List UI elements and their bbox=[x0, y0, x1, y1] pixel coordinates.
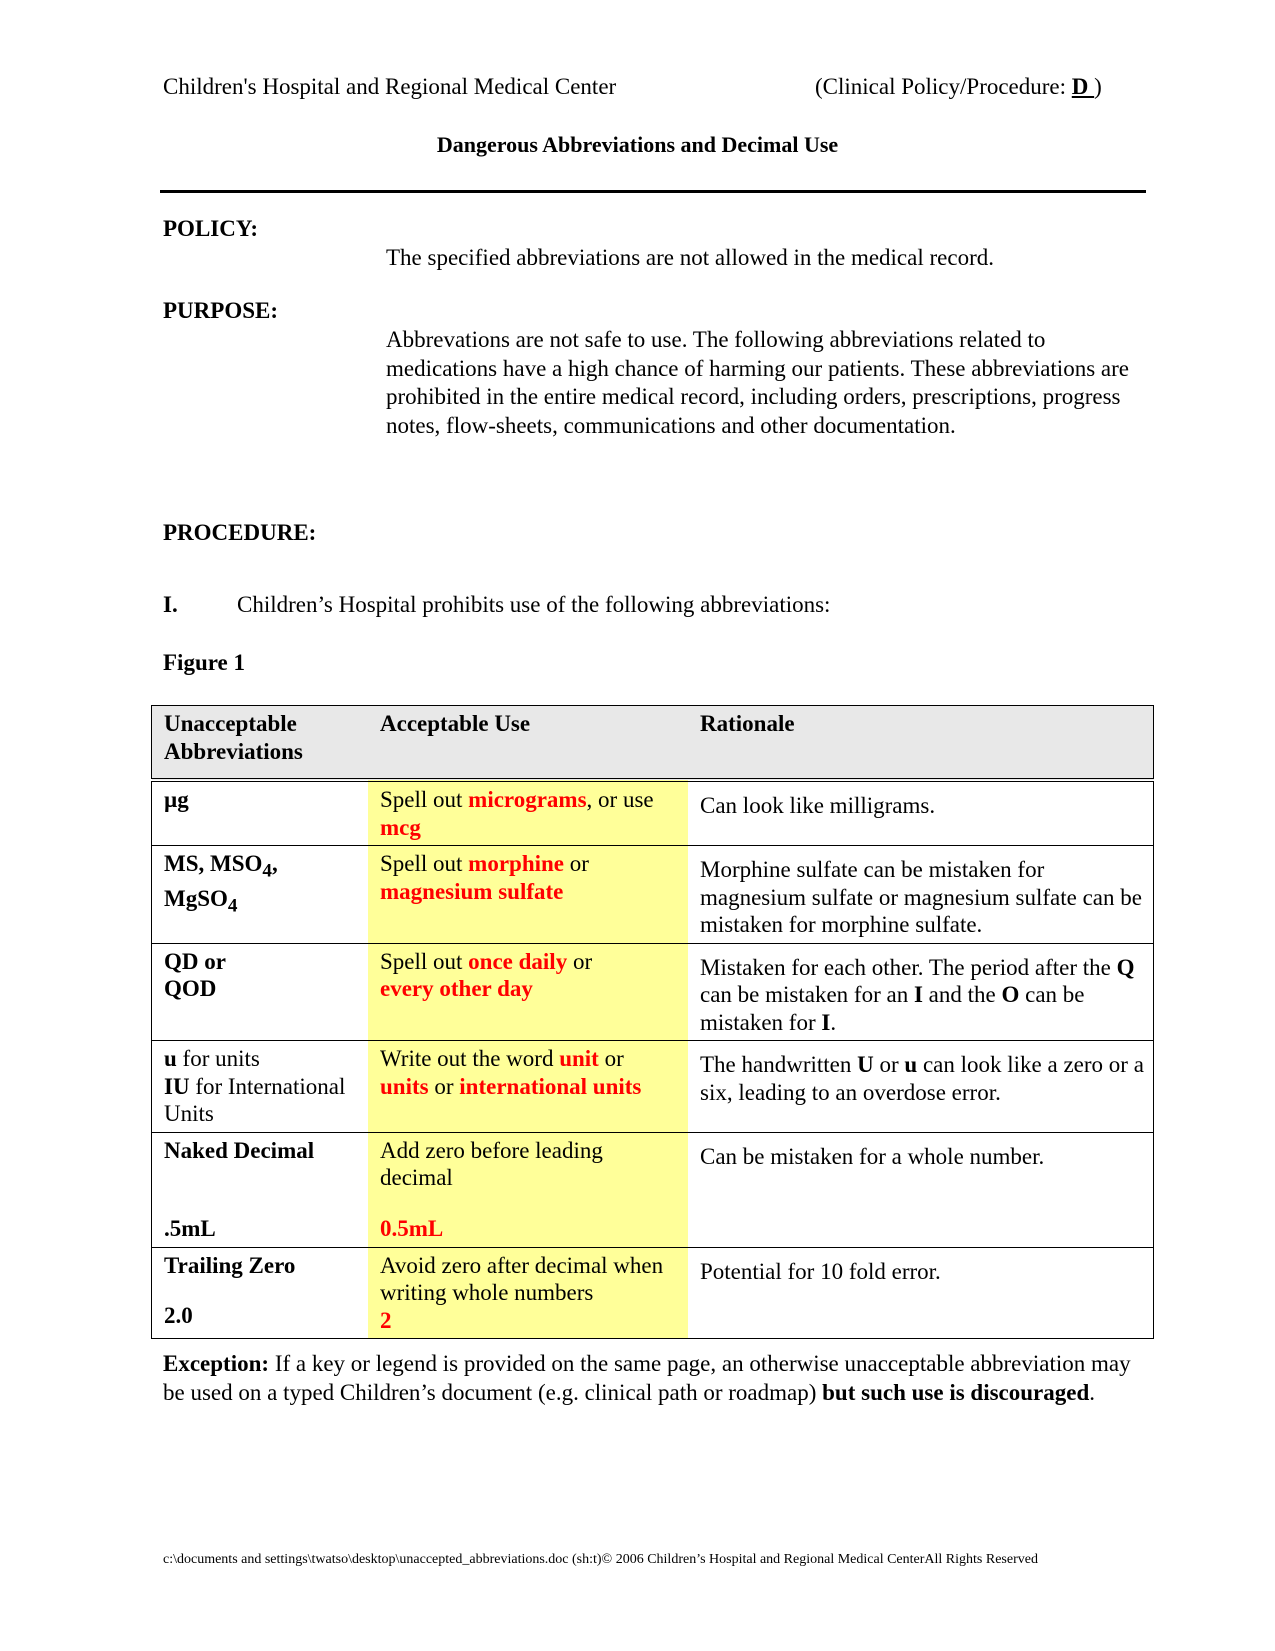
use-text: Spell out bbox=[380, 948, 469, 974]
exception-label: Exception: bbox=[163, 1351, 270, 1376]
abbr-cell bbox=[152, 1041, 369, 1133]
procedure-item-number: I. bbox=[163, 592, 178, 617]
figure-label: Figure 1 bbox=[163, 650, 245, 675]
use-emphasis: units bbox=[380, 1073, 429, 1099]
table-row bbox=[152, 780, 1154, 846]
procedure-label: PROCEDURE: bbox=[163, 520, 317, 545]
rationale-text: The handwritten bbox=[700, 1052, 858, 1077]
rationale-text: Morphine sulfate can be mistaken for magnesium sulfate or magnesium sulfate can be mistaken for morphine sulfate. bbox=[700, 857, 1142, 937]
abbr-text: Trailing Zero bbox=[164, 1252, 296, 1278]
use-cell bbox=[368, 1132, 688, 1247]
use-cell bbox=[368, 943, 688, 1041]
rationale-cell bbox=[688, 1247, 1154, 1339]
use-text: Add zero before leading decimal bbox=[380, 1137, 603, 1190]
rationale-bold: I bbox=[913, 982, 923, 1007]
rationale-bold: O bbox=[1001, 982, 1020, 1007]
table-row bbox=[152, 1041, 1154, 1133]
abbr-cell bbox=[152, 846, 369, 944]
rationale-cell bbox=[688, 846, 1154, 944]
rationale-cell bbox=[688, 1041, 1154, 1133]
abbr-text: Naked Decimal bbox=[164, 1137, 315, 1163]
abbr-text: IU bbox=[164, 1073, 190, 1099]
use-cell bbox=[368, 1041, 688, 1133]
rationale-bold: I bbox=[821, 1009, 831, 1035]
rationale-cell bbox=[688, 1132, 1154, 1247]
use-text: or bbox=[598, 1046, 624, 1071]
rationale-text: Can look like milligrams. bbox=[700, 793, 936, 818]
use-emphasis: every other day bbox=[380, 976, 533, 1001]
policy-label: POLICY: bbox=[163, 216, 258, 241]
use-text: or bbox=[564, 851, 589, 876]
use-text: or bbox=[428, 1073, 460, 1099]
header-unacceptable: Unacceptable Abbreviations bbox=[152, 706, 369, 781]
rationale-text: and the bbox=[922, 982, 1002, 1007]
exception-end: . bbox=[1089, 1379, 1096, 1405]
abbr-text: QOD bbox=[164, 976, 217, 1001]
header-rationale: Rationale bbox=[688, 706, 1154, 781]
header-acceptable: Acceptable Use bbox=[368, 706, 688, 781]
use-cell bbox=[368, 780, 688, 846]
use-text: Spell out bbox=[380, 851, 469, 876]
abbr-subscript: 4 bbox=[227, 895, 238, 917]
use-example: 2 bbox=[380, 1307, 392, 1333]
organization-name: Children's Hospital and Regional Medical Center bbox=[163, 74, 617, 99]
rationale-text: Mistaken for each other. The period after the bbox=[700, 954, 1117, 980]
use-emphasis: international units bbox=[459, 1073, 642, 1099]
abbr-cell bbox=[152, 1132, 369, 1247]
table-row bbox=[152, 943, 1154, 1041]
policy-text: The specified abbreviations are not allowed in the medical record. bbox=[386, 245, 994, 270]
use-emphasis: once daily bbox=[468, 948, 568, 974]
purpose-label: PURPOSE: bbox=[163, 298, 278, 323]
use-emphasis: magnesium sulfate bbox=[380, 878, 564, 904]
use-text: or bbox=[567, 948, 593, 974]
use-text: , or use bbox=[586, 787, 654, 812]
use-emphasis: morphine bbox=[468, 851, 565, 876]
use-emphasis: mcg bbox=[380, 814, 421, 840]
rationale-text: . bbox=[830, 1009, 837, 1035]
rationale-cell bbox=[688, 943, 1154, 1041]
abbr-desc: for units bbox=[176, 1046, 260, 1071]
table-row bbox=[152, 1247, 1154, 1339]
rationale-text: Can be mistaken for a whole number. bbox=[700, 1143, 1045, 1169]
policy-code: D bbox=[1071, 74, 1095, 99]
document-title: Dangerous Abbreviations and Decimal Use bbox=[436, 132, 839, 157]
title-rule bbox=[160, 190, 1146, 193]
use-cell bbox=[368, 1247, 688, 1339]
table-row bbox=[152, 846, 1154, 944]
exception-paragraph bbox=[163, 1350, 1153, 1407]
use-emphasis: micrograms bbox=[468, 787, 587, 812]
rationale-bold: Q bbox=[1116, 954, 1135, 980]
abbr-text: , bbox=[271, 851, 278, 876]
abbreviations-table bbox=[151, 705, 1154, 1339]
abbr-desc: for International Units bbox=[164, 1073, 346, 1126]
exception-bold-tail: but such use is discouraged bbox=[822, 1379, 1090, 1405]
use-cell bbox=[368, 846, 688, 944]
exception-text: If a key or legend is provided on the same page, an otherwise unacceptable abbreviation may be used on a typed Children’s document (e.g. clinical path or roadmap) bbox=[163, 1351, 1131, 1405]
policy-suffix: ) bbox=[1094, 74, 1102, 99]
table-header-row bbox=[152, 706, 1154, 781]
use-emphasis: unit bbox=[559, 1046, 599, 1071]
abbr-example: .5mL bbox=[164, 1216, 216, 1241]
table-row bbox=[152, 1132, 1154, 1247]
abbr-text: u bbox=[164, 1046, 177, 1071]
purpose-text: Abbrevations are not safe to use. The following abbreviations related to medications have a high chance of harming our patients. These abbreviations are prohibited in the entire medical record, including orders, prescriptions, progress notes, flow-sheets, communications and other documentation. bbox=[386, 327, 1129, 438]
abbr-text: µg bbox=[164, 787, 189, 812]
abbr-subscript: 4 bbox=[262, 860, 272, 882]
use-text: Avoid zero after decimal when writing whole numbers bbox=[380, 1252, 664, 1305]
abbr-text: MgSO bbox=[164, 886, 228, 912]
rationale-text: can be mistaken for bbox=[700, 982, 1085, 1035]
use-example: 0.5mL bbox=[380, 1215, 444, 1241]
policy-prefix: (Clinical Policy/Procedure: bbox=[815, 74, 1072, 99]
abbr-cell bbox=[152, 943, 369, 1041]
abbr-example: 2.0 bbox=[164, 1303, 193, 1328]
rationale-cell bbox=[688, 780, 1154, 846]
policy-reference bbox=[815, 74, 1102, 100]
use-text: Spell out bbox=[380, 787, 469, 812]
rationale-text: Potential for 10 fold error. bbox=[700, 1258, 941, 1284]
abbr-cell bbox=[152, 780, 369, 846]
abbr-cell bbox=[152, 1247, 369, 1339]
abbr-text: QD or bbox=[164, 948, 226, 974]
use-text: Write out the word bbox=[380, 1046, 560, 1071]
abbr-text: MS, MSO bbox=[164, 851, 263, 876]
rationale-bold: u bbox=[904, 1052, 918, 1077]
rationale-text: can be mistaken for an bbox=[700, 982, 914, 1007]
rationale-text: can look like a zero or a six, leading to an overdose error. bbox=[700, 1052, 1144, 1105]
footer-path: c:\documents and settings\twatso\desktop\unaccepted_abbreviations.doc (sh:t)© 2006 Children’s Hospital and Regional Medical CenterAll Rights Reserved bbox=[163, 1552, 1038, 1567]
procedure-item-text: Children’s Hospital prohibits use of the following abbreviations: bbox=[237, 592, 831, 617]
rationale-bold: U bbox=[857, 1052, 874, 1077]
rationale-text: or bbox=[873, 1052, 905, 1077]
